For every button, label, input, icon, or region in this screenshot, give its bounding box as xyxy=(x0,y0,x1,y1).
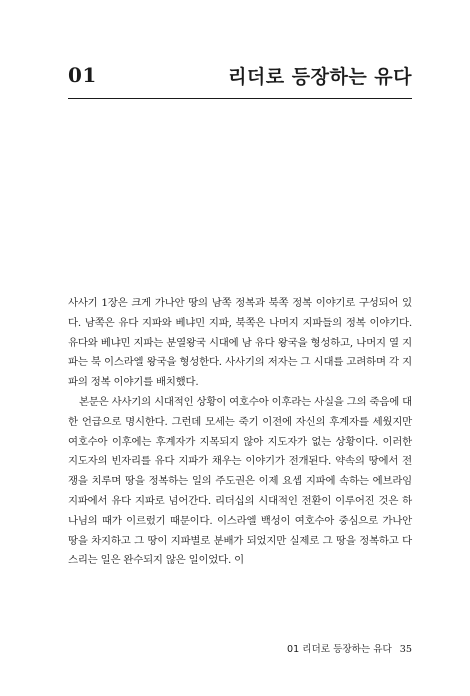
footer-running-title: 01 리더로 등장하는 유다 xyxy=(287,644,392,655)
chapter-number: 01 xyxy=(68,63,97,87)
paragraph-main: 본문은 사사기의 시대적인 상황이 여호수아 이후라는 사실을 그의 죽음에 대한 언급으로 명시한다. 그런데 모세는 죽기 이전에 자신의 후계자를 세웠지만 여호수아 이후에는 후계자가 지목되지 않아 지도자가 없는 상황이다. 이러한 지도자의 빈자리를 유다 지파가 채우는 이야기가 전개된다. 약속의 땅에서 전쟁을 치루며 땅을 정복하는 일의 주도권은 이제 요셉 지파에 속하는 에브라임 지파에서 유다 지파로 넘어간다. 리더십의 시대적인 전환이 이루어진 것은 하나님의 때가 이르렀기 때문이다. 이스라엘 백성이 여호수아 중심으로 가나안 땅을 차지하고 그 땅이 지파별로 분배가 되었지만 실제로 그 땅을 정복하고 다스리는 일은 완수되지 않은 일이었다. 이 xyxy=(68,395,412,567)
running-footer xyxy=(287,641,412,655)
paragraph-intro: 사사기 1장은 크게 가나안 땅의 남쪽 정복과 북쪽 정복 이야기로 구성되어 있다. 남쪽은 유다 지파와 베냐민 지파, 북쪽은 나머지 지파들의 정복 이야기다. 유다와 베냐민 지파는 분열왕국 시대에 남 유다 왕국을 형성하고, 나머지 열 지파는 북 이스라엘 왕국을 형성한다. 사사기의 저자는 그 시대를 고려하며 각 지파의 정복 이야기를 배치했다. xyxy=(68,297,412,389)
header-divider xyxy=(68,98,412,99)
chapter-header xyxy=(68,58,412,92)
body-text xyxy=(68,294,412,571)
chapter-title: 리더로 등장하는 유다 xyxy=(228,65,412,88)
page-number: 35 xyxy=(399,644,412,655)
